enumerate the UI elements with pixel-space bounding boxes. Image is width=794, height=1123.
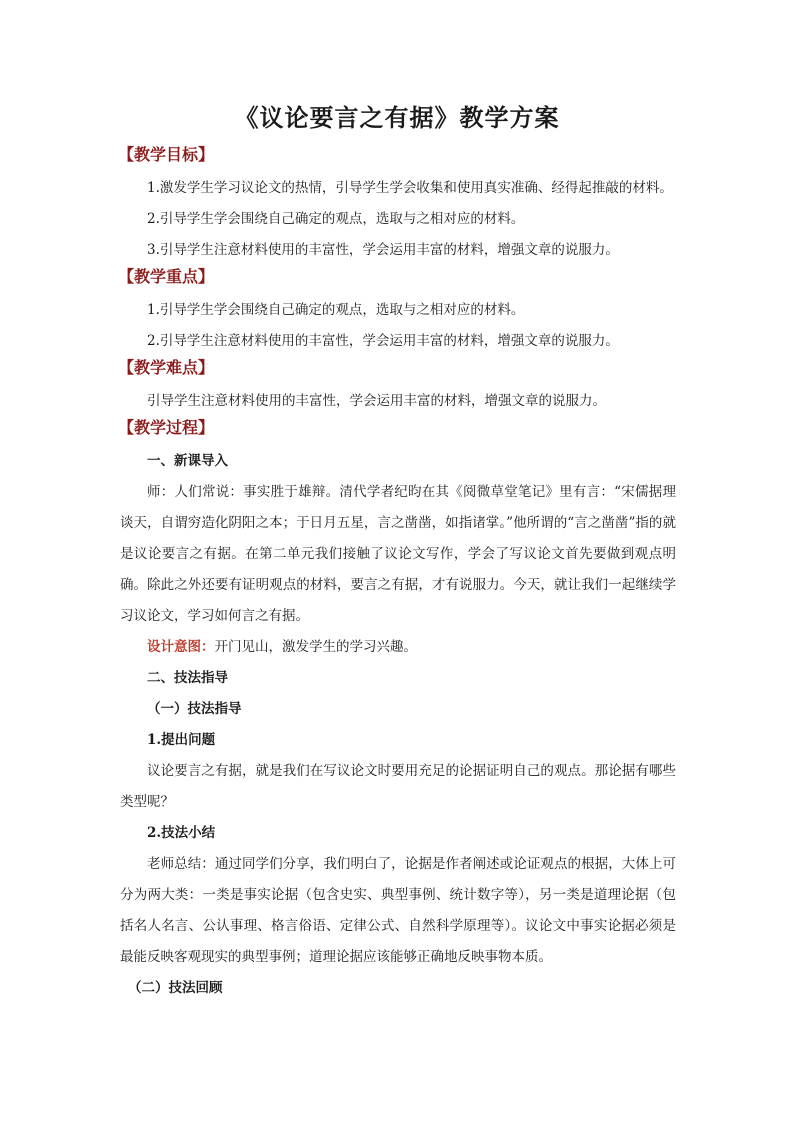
section-heading-difficulty: 【教学难点】	[118, 358, 215, 377]
design-intent	[120, 632, 676, 663]
design-intent-label: 设计意图：	[147, 639, 215, 655]
section-heading-key: 【教学重点】	[118, 267, 215, 286]
goal-item: 3.引导学生注意材料使用的丰富性，学会运用丰富的材料，增强文章的说服力。	[147, 242, 619, 258]
part1-title: 一、新课导入	[147, 453, 228, 469]
question-paragraph: 议论要言之有据，就是我们在写议论文时要用充足的论据证明自己的观点。那论据有哪些类型呢？	[120, 763, 676, 810]
section-heading-process: 【教学过程】	[118, 418, 215, 437]
page-title: 《议论要言之有据》教学方案	[234, 103, 560, 132]
sub2-title: （二）技法回顾	[128, 980, 223, 996]
sub1-title: （一）技法指导	[147, 701, 242, 717]
difficulty-text: 引导学生注意材料使用的丰富性，学会运用丰富的材料，增强文章的说服力。	[147, 393, 606, 409]
key-item: 1.引导学生学会围绕自己确定的观点，选取与之相对应的材料。	[147, 302, 525, 318]
summary-title: 2.技法小结	[147, 825, 216, 841]
question-title: 1.提出问题	[147, 732, 216, 748]
section-heading-goals: 【教学目标】	[118, 145, 215, 164]
summary-paragraph: 老师总结：通过同学们分享，我们明白了，论据是作者阐述或论证观点的根据，大体上可分为两大类：一类是事实论据（包含史实、典型事例、统计数字等），另一类是道理论据（包括名人名言、公认事理、格言俗语、定律公式、自然科学原理等）。议论文中事实论据必须是最能反映客观现实的典型事例；道理论据应该能够正确地反映事物本质。	[120, 856, 676, 965]
part2-title: 二、技法指导	[147, 670, 228, 686]
part1-paragraph: 师：人们常说：事实胜于雄辩。清代学者纪昀在其《阅微草堂笔记》里有言：“宋儒据理谈天，自谓穷造化阴阳之本；于日月五星，言之凿凿，如指诸掌。”他所谓的“言之凿凿”指的就是议论要言之有据。在第二单元我们接触了议论文写作，学会了写议论文首先要做到观点明确。除此之外还要有证明观点的材料，要言之有据，才有说服力。今天，就让我们一起继续学习议论文，学习如何言之有据。	[120, 484, 676, 624]
document-body	[120, 144, 676, 1004]
design-intent-text: 开门见山，激发学生的学习兴趣。	[214, 639, 417, 655]
goal-item: 1.激发学生学习议论文的热情，引导学生学会收集和使用真实准确、经得起推敲的材料。	[147, 180, 673, 196]
key-item: 2.引导学生注意材料使用的丰富性，学会运用丰富的材料，增强文章的说服力。	[147, 333, 619, 349]
goal-item: 2.引导学生学会围绕自己确定的观点，选取与之相对应的材料。	[147, 211, 525, 227]
